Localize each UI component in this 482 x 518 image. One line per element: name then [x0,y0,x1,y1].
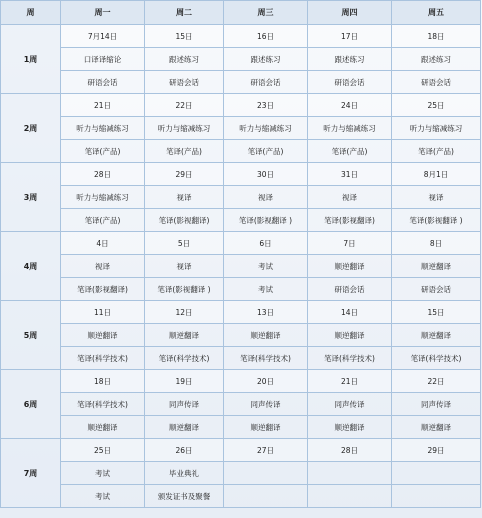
session-cell: 笔译(影视翻译 ) [392,209,481,232]
session-cell: 笔译(产品) [308,140,392,163]
session-cell: 研语会话 [392,278,481,301]
session-cell: 顺逆翻译 [145,416,224,439]
session-cell: 顺逆翻译 [61,324,145,347]
schedule-row [1,324,481,347]
date-cell: 15日 [392,301,481,324]
date-cell: 22日 [392,370,481,393]
session-cell: 研语会话 [224,71,308,94]
session-cell: 跟述练习 [308,48,392,71]
schedule-row [1,416,481,439]
session-cell: 顺逆翻译 [392,324,481,347]
session-cell: 笔译(影视翻译) [61,278,145,301]
date-cell: 11日 [61,301,145,324]
session-cell: 顺逆翻译 [392,416,481,439]
header-wednesday: 周三 [224,1,308,25]
week-label: 4周 [1,232,61,301]
schedule-row [1,278,481,301]
session-cell: 视译 [392,186,481,209]
schedule-row [1,301,481,324]
date-cell: 13日 [224,301,308,324]
date-cell: 23日 [224,94,308,117]
session-cell: 笔译(科学技术) [61,393,145,416]
header-monday: 周一 [61,1,145,25]
week-label: 7周 [1,439,61,508]
date-cell: 16日 [224,25,308,48]
schedule-row [1,393,481,416]
session-cell: 跟述练习 [392,48,481,71]
session-cell: 笔译(产品) [145,140,224,163]
date-cell: 28日 [308,439,392,462]
date-cell: 8日 [392,232,481,255]
date-cell: 29日 [392,439,481,462]
session-cell: 顺逆翻译 [308,416,392,439]
date-cell: 28日 [61,163,145,186]
schedule-row [1,370,481,393]
date-cell: 19日 [145,370,224,393]
schedule-body [1,25,481,508]
header-friday: 周五 [392,1,481,25]
date-cell: 31日 [308,163,392,186]
session-cell: 顺逆翻译 [308,255,392,278]
schedule-row [1,48,481,71]
date-cell: 20日 [224,370,308,393]
session-cell: 顺逆翻译 [392,255,481,278]
session-cell: 笔译(影视翻译 ) [145,278,224,301]
header-row [1,1,481,25]
session-cell: 口译译缩论 [61,48,145,71]
session-cell: 视译 [308,186,392,209]
session-cell: 笔译(影视翻译) [145,209,224,232]
schedule-row [1,232,481,255]
session-cell: 听力与缩减练习 [392,117,481,140]
schedule-row [1,186,481,209]
schedule-row [1,255,481,278]
schedule-row [1,485,481,508]
header-thursday: 周四 [308,1,392,25]
session-cell: 颁发证书及聚餐 [145,485,224,508]
date-cell: 5日 [145,232,224,255]
session-cell: 顺逆翻译 [145,324,224,347]
schedule-row [1,462,481,485]
session-cell: 听力与缩减练习 [61,117,145,140]
header-tuesday: 周二 [145,1,224,25]
schedule-row [1,163,481,186]
session-cell: 研语会话 [145,71,224,94]
session-cell: 考试 [61,485,145,508]
session-cell: 顺逆翻译 [61,416,145,439]
date-cell: 21日 [308,370,392,393]
session-cell: 考试 [224,255,308,278]
session-cell: 研语会话 [308,71,392,94]
week-label: 5周 [1,301,61,370]
session-cell: 听力与缩减练习 [61,186,145,209]
schedule-row [1,209,481,232]
session-cell: 同声传译 [308,393,392,416]
date-cell: 21日 [61,94,145,117]
date-cell: 8月1日 [392,163,481,186]
date-cell: 18日 [392,25,481,48]
week-label: 1周 [1,25,61,94]
session-cell: 顺逆翻译 [308,324,392,347]
week-label: 3周 [1,163,61,232]
session-cell: 研语会话 [308,278,392,301]
date-cell: 12日 [145,301,224,324]
session-cell: 跟述练习 [145,48,224,71]
session-cell: 笔译(影视翻译) [308,209,392,232]
session-cell: 听力与缩减练习 [145,117,224,140]
schedule-row [1,439,481,462]
date-cell: 15日 [145,25,224,48]
session-cell: 笔译(产品) [61,209,145,232]
schedule-row [1,140,481,163]
date-cell: 25日 [392,94,481,117]
session-cell: 视译 [61,255,145,278]
session-cell: 同声传译 [224,393,308,416]
schedule-row [1,117,481,140]
date-cell: 14日 [308,301,392,324]
session-cell: 研语会话 [392,71,481,94]
session-cell [392,485,481,508]
session-cell [392,462,481,485]
week-label: 6周 [1,370,61,439]
session-cell: 笔译(科学技术) [224,347,308,370]
date-cell: 4日 [61,232,145,255]
date-cell: 7月14日 [61,25,145,48]
session-cell: 笔译(产品) [392,140,481,163]
date-cell: 18日 [61,370,145,393]
schedule-row [1,25,481,48]
session-cell: 考试 [61,462,145,485]
session-cell: 笔译(科学技术) [145,347,224,370]
session-cell: 同声传译 [392,393,481,416]
date-cell: 25日 [61,439,145,462]
session-cell: 笔译(科学技术) [61,347,145,370]
date-cell: 7日 [308,232,392,255]
session-cell: 顺逆翻译 [224,416,308,439]
session-cell: 同声传译 [145,393,224,416]
session-cell: 视译 [145,255,224,278]
session-cell: 顺逆翻译 [224,324,308,347]
schedule-row [1,71,481,94]
session-cell: 毕业典礼 [145,462,224,485]
header-week: 周 [1,1,61,25]
session-cell: 笔译(影视翻译 ) [224,209,308,232]
date-cell: 24日 [308,94,392,117]
session-cell: 视译 [224,186,308,209]
date-cell: 6日 [224,232,308,255]
date-cell: 30日 [224,163,308,186]
session-cell: 笔译(产品) [224,140,308,163]
date-cell: 29日 [145,163,224,186]
session-cell: 笔译(产品) [61,140,145,163]
date-cell: 27日 [224,439,308,462]
date-cell: 17日 [308,25,392,48]
session-cell: 听力与缩减练习 [224,117,308,140]
session-cell [224,462,308,485]
session-cell [308,485,392,508]
session-cell: 笔译(科学技术) [392,347,481,370]
session-cell: 视译 [145,186,224,209]
session-cell [224,485,308,508]
session-cell: 研语会话 [61,71,145,94]
week-label: 2周 [1,94,61,163]
session-cell: 听力与缩减练习 [308,117,392,140]
session-cell [308,462,392,485]
session-cell: 笔译(科学技术) [308,347,392,370]
date-cell: 26日 [145,439,224,462]
schedule-row [1,347,481,370]
session-cell: 跟述练习 [224,48,308,71]
schedule-row [1,94,481,117]
date-cell: 22日 [145,94,224,117]
session-cell: 考试 [224,278,308,301]
